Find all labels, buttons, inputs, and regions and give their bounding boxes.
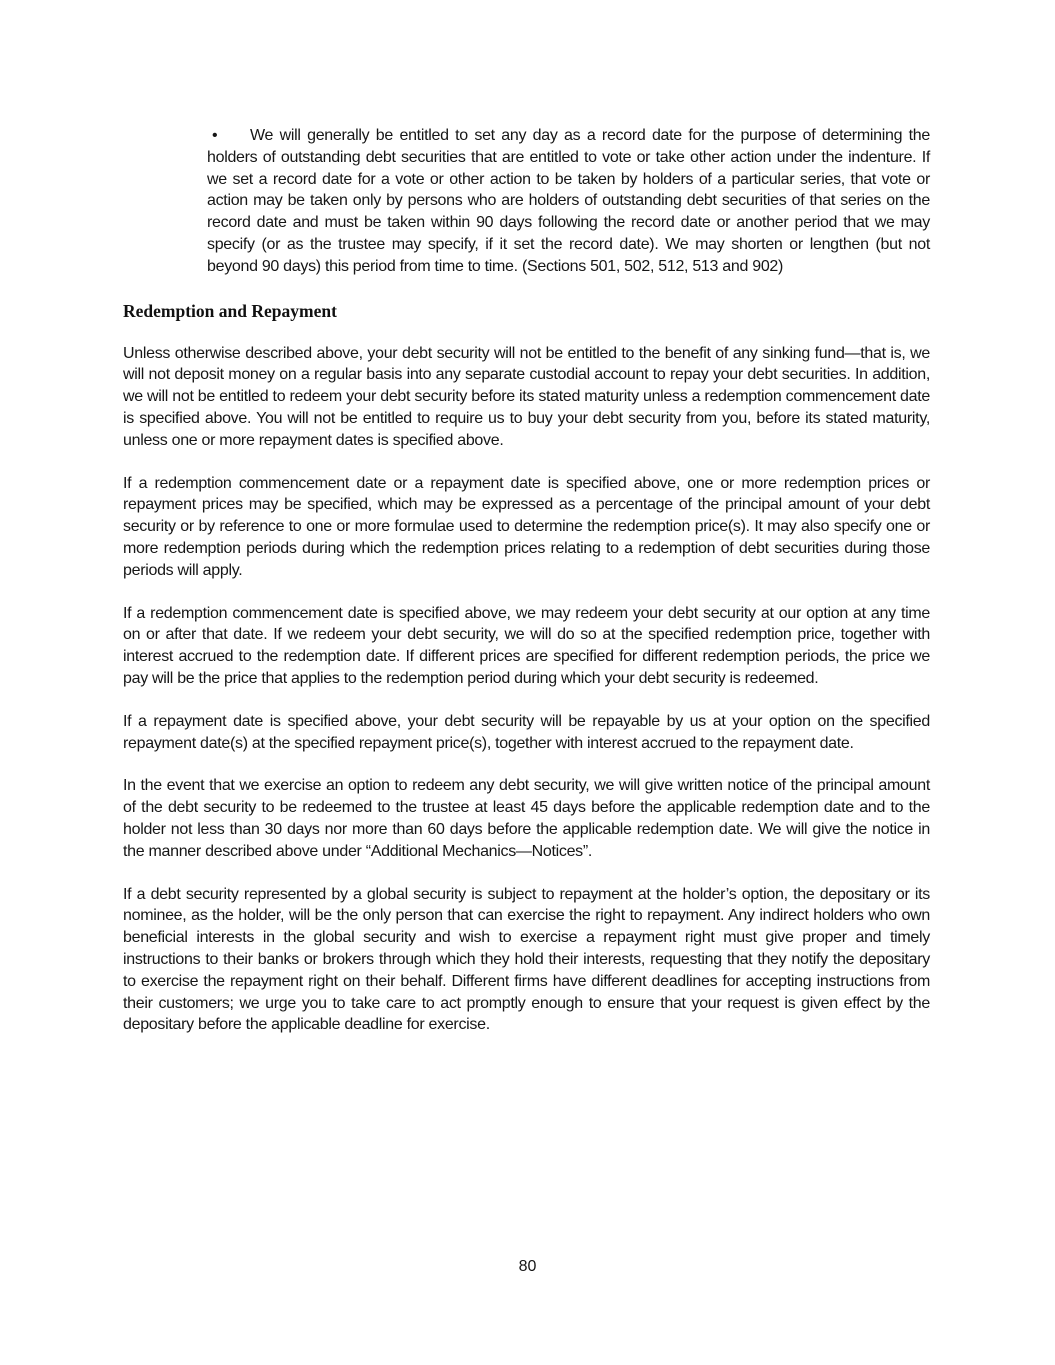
- bullet-list-item: [207, 125, 930, 278]
- paragraph-repayment-date: If a repayment date is specified above, your debt security will be repayable by us at your option on the specified repayment date(s) at the specified repayment price(s), together with interest accrued to the repayment date.: [123, 712, 930, 752]
- paragraph-global-security: If a debt security represented by a global security is subject to repayment at the holder’s option, the depositary or its nominee, as the holder, will be the only person that can exercise the right to repayment. Any indirect holders who own beneficial interests in the global security and wish to exercise a repayment right must give proper and timely instructions to their banks or brokers through which they hold their interests, requesting that they notify the depositary to exercise the repayment right on their behalf. Different firms have different deadlines for accepting instructions from their customers; we urge you to take care to act promptly enough to ensure that your request is given effect by the depositary before the applicable deadline for exercise.: [123, 885, 930, 1034]
- bullet-item-text: We will generally be entitled to set any day as a record date for the purpose of determining the holders of outstanding debt securities that are entitled to vote or take other action under the indenture. If we set a record date for a vote or other action to be taken by holders of a particular series, that vote or action may be taken only by persons who are holders of outstanding debt securities of that series on the record date and must be taken within 90 days following the record date or another period that we may specify (or as the trustee may specify, if it set the record date). We may shorten or lengthen (but not beyond 90 days) this period from time to time. (Sections 501, 502, 512, 513 and 902): [207, 127, 930, 275]
- bullet-icon: •: [212, 127, 218, 144]
- page-number: 80: [518, 1258, 537, 1275]
- paragraph-redemption-option: If a redemption commencement date is specified above, we may redeem your debt security at our option at any time on or after that date. If we redeem your debt security, we will do so at the specified redemption price, together with interest accrued to the redemption date. If different prices are specified for different redemption periods, the price we pay will be the price that applies to the redemption period during which your debt security is redeemed.: [123, 604, 930, 687]
- section-heading: Redemption and Repayment: [123, 300, 337, 321]
- paragraph-sinking-fund: Unless otherwise described above, your debt security will not be entitled to the benefit of any sinking fund—that is, we will not deposit money on a regular basis into any separate custodial account to repay your debt securities. In addition, we will not be entitled to redeem your debt security before its stated maturity unless a redemption commencement date is specified above. You will not be entitled to require us to buy your debt security from you, before its stated maturity, unless one or more repayment dates is specified above.: [123, 344, 930, 449]
- page-content: [123, 125, 930, 1036]
- paragraph-redemption-notice: In the event that we exercise an option to redeem any debt security, we will give written notice of the principal amount of the debt security to be redeemed to the trustee at least 45 days before the applicable redemption date and to the holder not less than 30 days nor more than 60 days before the applicable redemption date. We will give the notice in the manner described above under “Additional Mechanics—Notices”.: [123, 777, 930, 860]
- paragraph-redemption-prices: If a redemption commencement date or a repayment date is specified above, one or more redemption prices or repayment prices may be specified, which may be expressed as a percentage of the principal amount of your debt security or by reference to one or more formulae used to determine the redemption price(s). It may also specify one or more redemption periods during which the redemption prices relating to a redemption of debt securities during those periods will apply.: [123, 474, 930, 579]
